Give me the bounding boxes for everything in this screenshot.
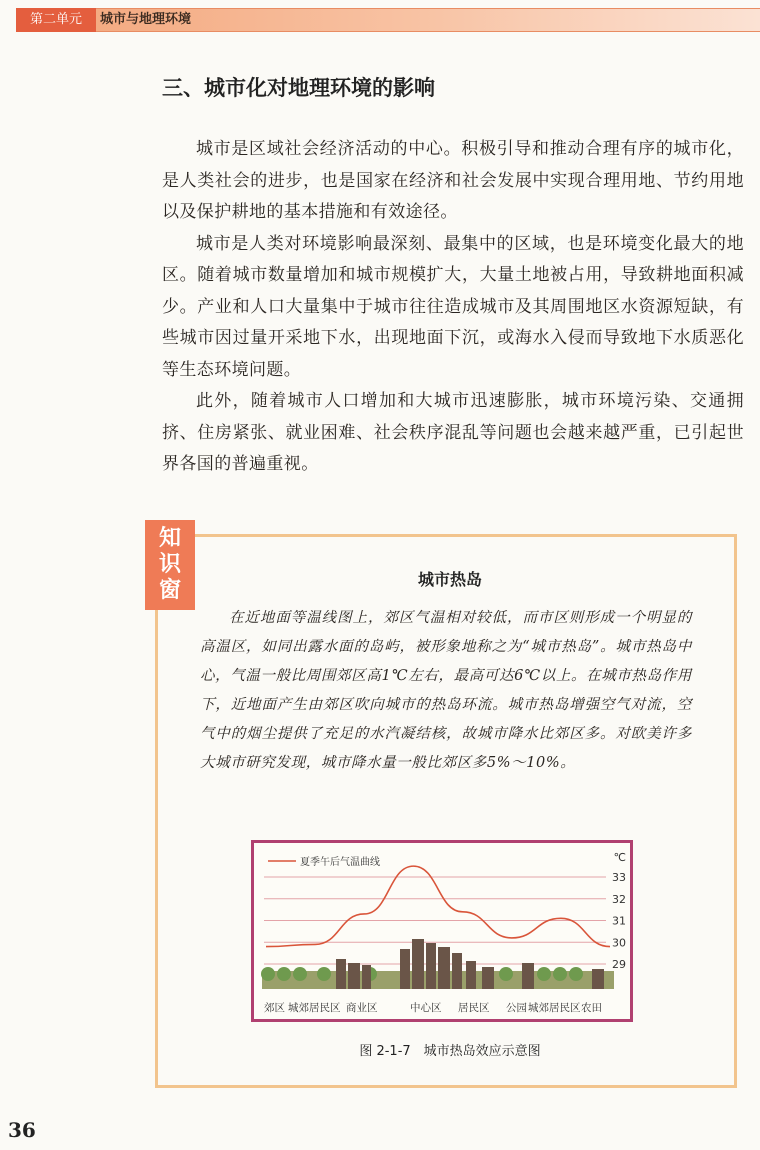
building [348, 963, 360, 989]
badge-char-3: 窗 [158, 578, 181, 603]
building [466, 961, 476, 989]
knowledge-box-text [200, 604, 692, 778]
body-text [162, 134, 744, 481]
tree [553, 967, 567, 981]
paragraph-2: 城市是人类对环境影响最深刻、最集中的区域，也是环境变化最大的地区。随着城市数量增加和城市规模扩大，大量土地被占用，导致耕地面积减少。产业和人口大量集中于城市往往造成城市及其周围地区水资源短缺，有些城市因过量开采地下水，出现地面下沉，或海水入侵而导致地下水质恶化等生态环境问题。 [162, 233, 744, 380]
unit-label: 第二单元 [16, 8, 96, 32]
paragraph-3: 此外，随着城市人口增加和大城市迅速膨胀，城市环境污染、交通拥挤、住房紧张、就业困难、社会秩序混乱等问题也会越来越严重，已引起世界各国的普遍重视。 [162, 391, 744, 474]
x-category-label: 城郊居民区 [528, 1002, 581, 1014]
y-tick-label: 31 [612, 914, 626, 928]
building [592, 969, 604, 989]
knowledge-box-title: 城市热岛 [417, 570, 482, 589]
tree [261, 967, 275, 981]
y-tick-label: 29 [612, 958, 626, 971]
tree [293, 967, 307, 981]
tree [569, 967, 583, 981]
figure-caption: 图 2-1-7 城市热岛效应示意图 [359, 1044, 541, 1059]
page-number: 36 [8, 1118, 36, 1142]
building [452, 953, 462, 989]
knowledge-badge [145, 520, 195, 610]
x-category-label: 公园 [506, 1002, 527, 1014]
building [522, 963, 534, 989]
tree [499, 967, 513, 981]
x-category-label: 郊区 [264, 1002, 285, 1014]
building [400, 949, 410, 989]
unit-title: 城市与地理环境 [100, 12, 192, 27]
x-category-label: 商业区 [346, 1002, 378, 1014]
building [426, 943, 436, 989]
badge-char-2: 识 [158, 552, 181, 577]
heat-island-figure [251, 840, 633, 1022]
building [412, 939, 424, 989]
legend-label: 夏季午后气温曲线 [300, 857, 380, 868]
x-category-label: 农田 [581, 1002, 602, 1014]
tree [277, 967, 291, 981]
tree [537, 967, 551, 981]
y-unit-label: ℃ [613, 851, 626, 864]
heat-island-chart [254, 843, 630, 1019]
section-title: 三、城市化对地理环境的影响 [162, 76, 435, 100]
building [336, 959, 346, 989]
x-category-label: 中心区 [410, 1002, 442, 1014]
y-tick-label: 33 [612, 871, 626, 884]
badge-char-1: 知 [158, 526, 181, 551]
tree [317, 967, 331, 981]
building [482, 967, 494, 989]
page-header [0, 0, 760, 40]
building [362, 965, 371, 989]
y-tick-label: 30 [612, 936, 626, 950]
x-category-label: 城郊居民区 [288, 1002, 341, 1014]
paragraph-1: 城市是区域社会经济活动的中心。积极引导和推动合理有序的城市化，是人类社会的进步，也是国家在经济和社会发展中实现合理用地、节约用地以及保护耕地的基本措施和有效途径。 [162, 139, 744, 222]
building [438, 947, 450, 989]
y-tick-label: 32 [612, 892, 626, 906]
knowledge-box-paragraph: 在近地面等温线图上，郊区气温相对较低，而市区则形成一个明显的高温区，如同出露水面的岛屿，被形象地称之为“城市热岛”。城市热岛中心，气温一般比周围郊区高1℃左右，最高可达6℃以上。在城市热岛作用下，近地面产生由郊区吹向城市的热岛环流。城市热岛增强空气对流，空气中的烟尘提供了充足的水汽凝结核，故城市降水比郊区多。对欧美许多大城市研究发现，城市降水量一般比郊区多5%～10%。 [200, 610, 692, 771]
temperature-curve [266, 866, 610, 946]
x-category-label: 居民区 [458, 1002, 490, 1014]
